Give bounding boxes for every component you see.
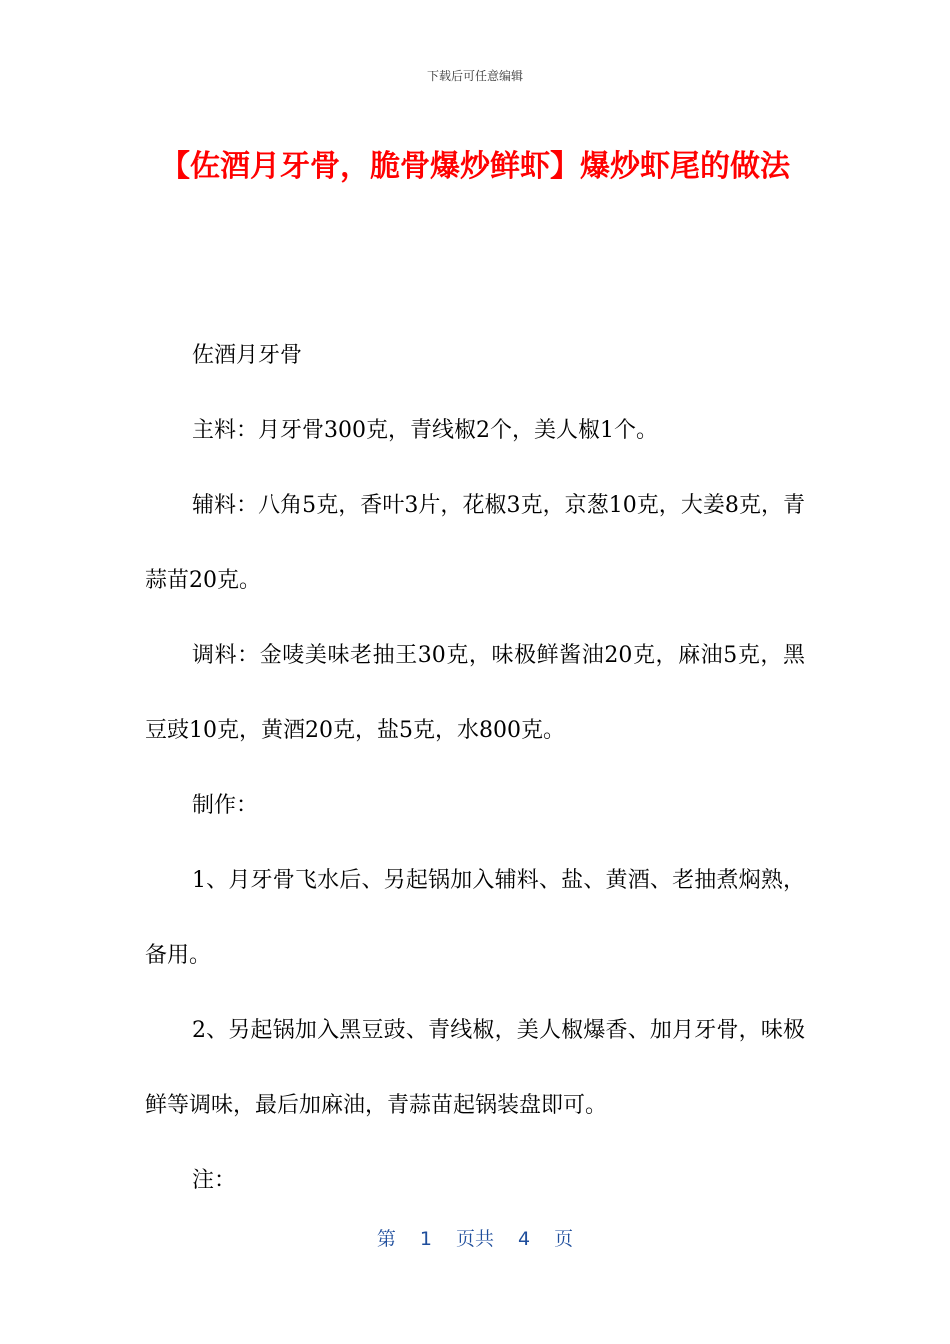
footer-middle: 页共 [455,1228,494,1250]
paragraph-step-2: 2、另起锅加入黑豆豉、青线椒，美人椒爆香、加月牙骨，味极鲜等调味，最后加麻油，青蒜苗起锅装盘即可。 [145,1018,805,1118]
paragraph-main-ingredients: 主料：月牙骨300克，青线椒2个，美人椒1个。 [192,418,658,443]
footer-suffix: 页 [554,1228,574,1250]
paragraph-method-heading: 制作： [192,793,259,818]
paragraph-step-1: 1、月牙骨飞水后、另起锅加入辅料、盐、黄酒、老抽煮焖熟，备用。 [145,868,805,968]
page-footer [0,1224,950,1251]
footer-prefix: 第 [376,1228,396,1250]
header-note: 下载后可任意编辑 [426,69,523,83]
paragraph-seasonings: 调料：金唛美味老抽王30克，味极鲜酱油20克，麻油5克，黑豆豉10克，黄酒20克，盐5克，水800克。 [145,643,805,743]
footer-total-pages: 4 [518,1228,531,1250]
footer-current-page: 1 [419,1228,432,1250]
paragraph-auxiliary-ingredients: 辅料：八角5克，香叶3片，花椒3克，京葱10克，大姜8克，青蒜苗20克。 [145,493,805,593]
paragraph-section-heading: 佐酒月牙骨 [192,343,303,368]
document-title: 【佐酒月牙骨，脆骨爆炒鲜虾】爆炒虾尾的做法 [160,149,790,184]
paragraph-note: 注： [192,1168,237,1193]
document-body [145,318,805,1218]
